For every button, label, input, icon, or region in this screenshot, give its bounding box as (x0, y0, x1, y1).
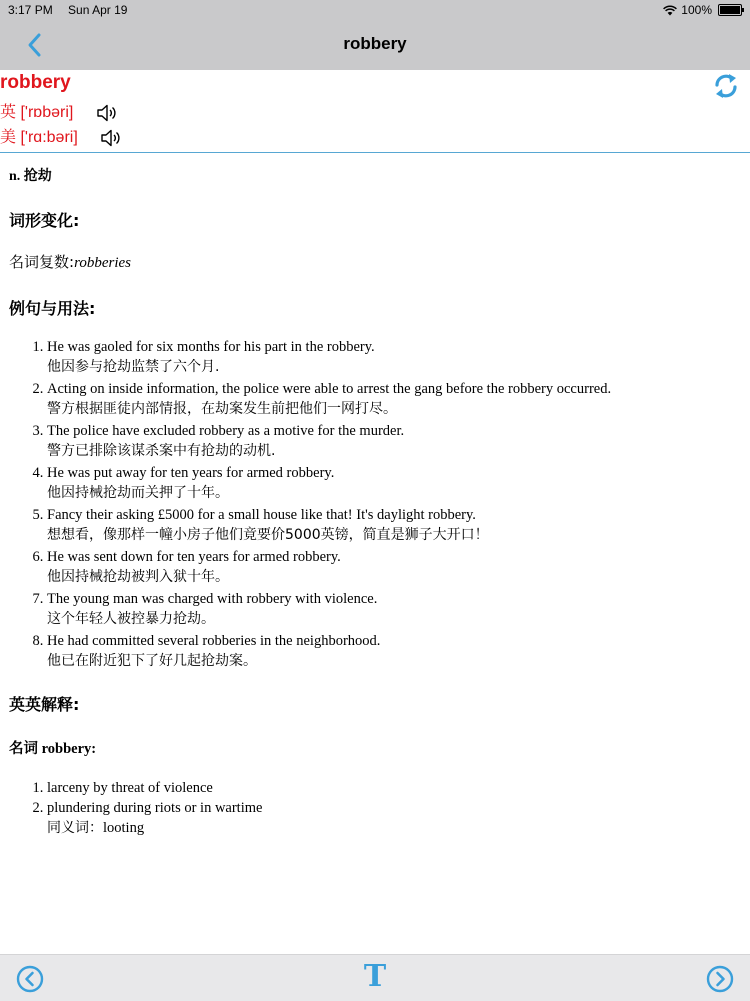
definition-text: plundering during riots or in wartime (47, 800, 263, 816)
list-item (47, 631, 750, 671)
example-en: The young man was charged with robbery with violence. (47, 591, 378, 607)
example-zh: 他因持械抢劫被判入狱十年。 (47, 569, 229, 585)
status-date: Sun Apr 19 (68, 3, 128, 17)
examples-heading: 例句与用法: (9, 299, 96, 318)
circle-chevron-left-icon (16, 965, 44, 993)
us-speaker-button[interactable] (100, 128, 122, 148)
word-forms-heading: 词形变化: (9, 211, 80, 230)
example-en: The police have excluded robbery as a motive for the murder. (47, 423, 405, 439)
example-en: He was sent down for ten years for armed robbery. (47, 549, 341, 565)
headword: robbery (0, 72, 71, 93)
font-size-button[interactable]: T (363, 959, 387, 994)
word-header (0, 70, 750, 153)
entry-content (0, 152, 750, 838)
list-item (47, 463, 750, 503)
refresh-icon (712, 72, 740, 100)
example-zh: 警方已排除该谋杀案中有抢劫的动机. (47, 443, 276, 459)
example-en: He was gaoled for six months for his part in the robbery. (47, 339, 375, 355)
example-zh: 他因参与抢劫监禁了六个月. (47, 359, 220, 375)
example-en: He had committed several robberies in the neighborhood. (47, 633, 381, 649)
synonym-label: 同义词： (47, 820, 103, 836)
status-time: 3:17 PM (8, 3, 53, 17)
page-title: robbery (343, 34, 407, 53)
examples-list (9, 337, 750, 671)
list-item (47, 337, 750, 377)
noun-subheading (9, 737, 750, 758)
example-zh: 警方根据匪徒内部情报，在劫案发生前把他们一网打尽。 (47, 401, 397, 417)
plural-label: 名词复数: (9, 253, 75, 271)
next-button[interactable] (706, 965, 734, 993)
synonym (47, 820, 144, 836)
english-explanation-heading: 英英解释: (9, 695, 80, 714)
chinese-meaning: 抢劫 (23, 168, 52, 184)
list-item (47, 379, 750, 419)
list-item (47, 421, 750, 461)
circle-chevron-right-icon (706, 965, 734, 993)
example-zh: 想想看，像那样一幢小房子他们竟要价5000英镑，简直是狮子大开口！ (47, 527, 489, 543)
previous-button[interactable] (16, 965, 44, 993)
definition-text: larceny by threat of violence (47, 780, 213, 796)
definitions-list (9, 778, 750, 838)
uk-phonetic: ['rɒbəri] (20, 104, 74, 121)
us-label: 美 (0, 129, 17, 146)
battery-icon (718, 4, 742, 16)
wifi-icon (663, 5, 677, 16)
list-item (47, 798, 750, 838)
example-zh: 他因持械抢劫而关押了十年。 (47, 485, 229, 501)
speaker-icon (100, 128, 122, 148)
battery-percent: 100% (681, 3, 712, 17)
list-item (47, 505, 750, 545)
uk-pronunciation (0, 99, 118, 123)
list-item (47, 547, 750, 587)
noun-word: robbery: (41, 741, 97, 757)
uk-label: 英 (0, 104, 17, 121)
refresh-button[interactable] (712, 72, 740, 100)
list-item (47, 589, 750, 629)
status-bar (0, 0, 750, 20)
uk-speaker-button[interactable] (96, 103, 118, 123)
plural-form (9, 251, 750, 272)
speaker-icon (96, 103, 118, 123)
example-zh: 他已在附近犯下了好几起抢劫案。 (47, 653, 257, 669)
us-phonetic: ['rɑ:bəri] (20, 129, 78, 146)
plural-value: robberies (74, 255, 132, 271)
part-of-speech: n. (9, 169, 21, 184)
synonym-value: looting (103, 820, 145, 836)
example-en: He was put away for ten years for armed robbery. (47, 465, 335, 481)
noun-label: 名词 (9, 741, 38, 757)
bottom-toolbar (0, 954, 750, 1001)
example-zh: 这个年轻人被控暴力抢劫。 (47, 611, 215, 627)
definition-line (9, 165, 750, 185)
list-item (47, 778, 750, 798)
example-en: Acting on inside information, the police were able to arrest the gang before the robbery occurred. (47, 381, 612, 397)
nav-bar (0, 20, 750, 70)
us-pronunciation (0, 124, 122, 148)
example-en: Fancy their asking £5000 for a small house like that! It's daylight robbery. (47, 507, 476, 523)
